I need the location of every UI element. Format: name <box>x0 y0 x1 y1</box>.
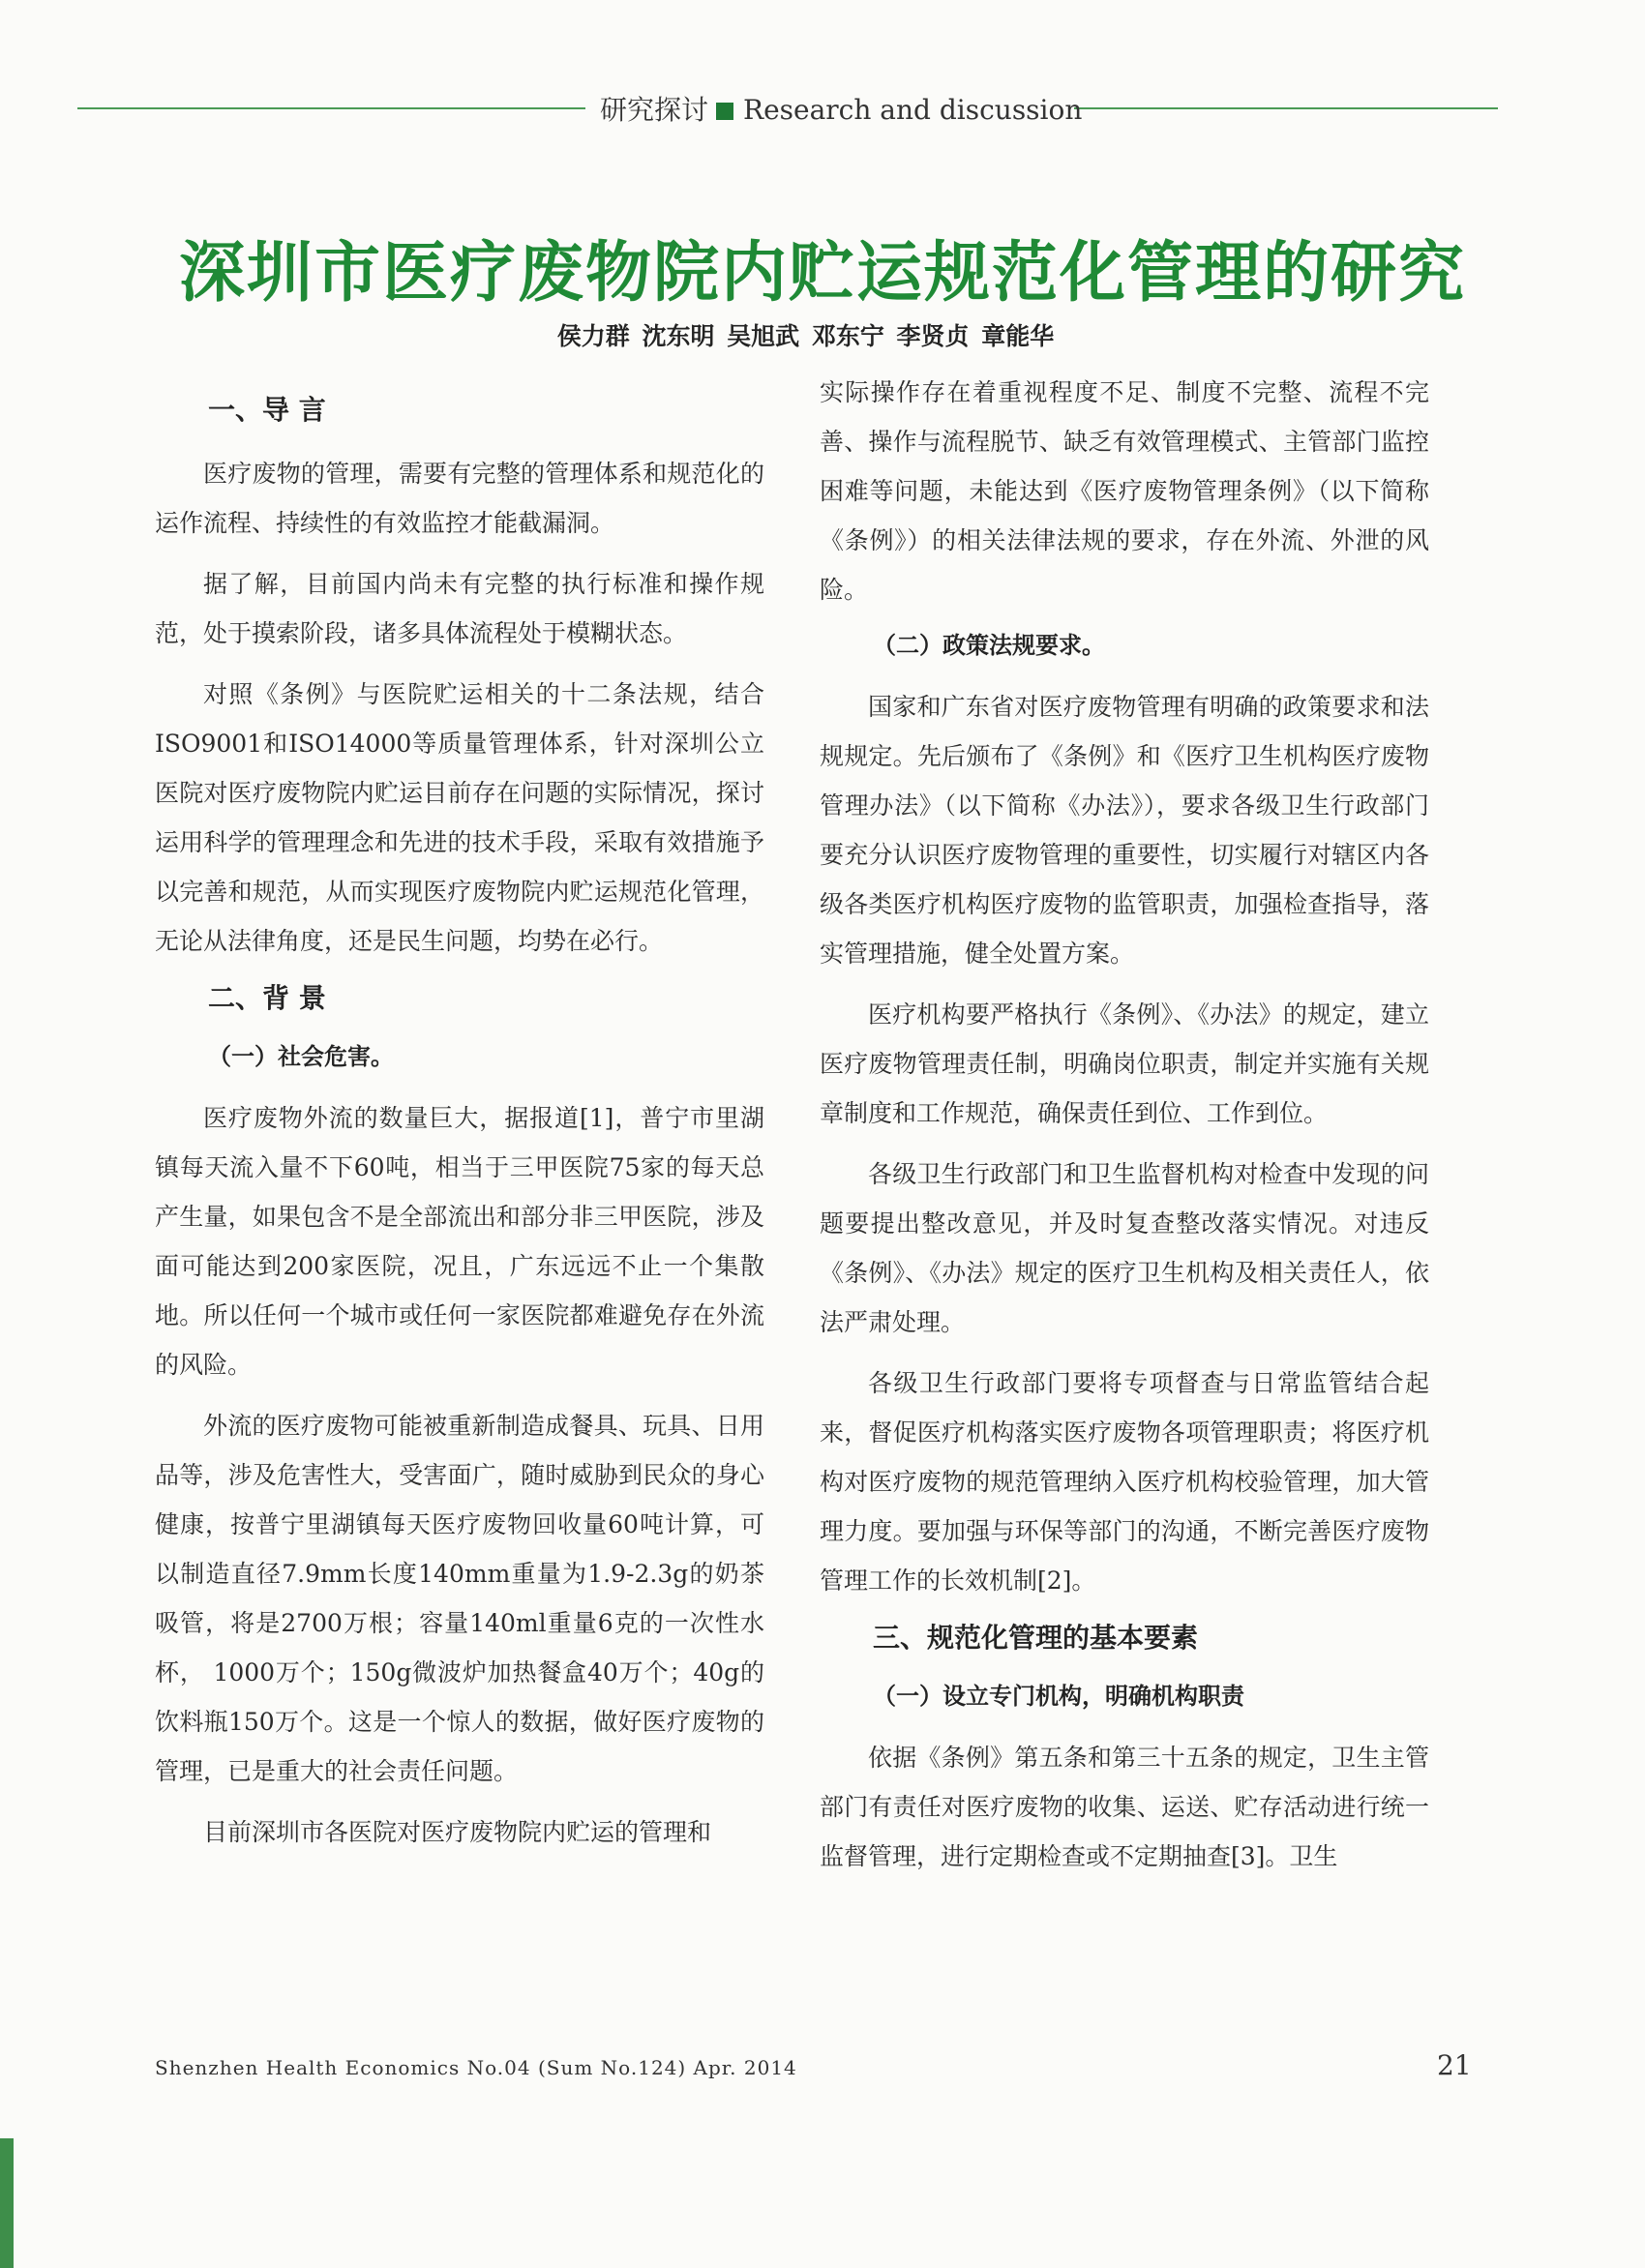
paragraph: 各级卫生行政部门和卫生监督机构对检查中发现的问题要提出整改意见，并及时复查整改落实情况。对违反《条例》、《办法》规定的医疗卫生机构及相关责任人，依法严肃处理。 <box>820 1160 1429 1336</box>
subsection-heading-institution: （一）设立专门机构，明确机构职责 <box>873 1683 1244 1710</box>
right-column <box>820 368 1429 1893</box>
section-heading-elements: 三、规范化管理的基本要素 <box>873 1622 1199 1654</box>
paragraph: 医疗机构要严格执行《条例》、《办法》的规定，建立医疗废物管理责任制，明确岗位职责，制定并实施有关规章制度和工作规范，确保责任到位、工作到位。 <box>820 1000 1429 1127</box>
paragraph: 依据《条例》第五条和第三十五条的规定，卫生主管部门有责任对医疗废物的收集、运送、贮存活动进行统一监督管理，进行定期检查或不定期抽查[3]。卫生 <box>820 1744 1429 1870</box>
paragraph: 实际操作存在着重视程度不足、制度不完整、流程不完善、操作与流程脱节、缺乏有效管理模式、主管部门监控困难等问题，未能达到《医疗废物管理条例》（以下简称《条例》）的相关法律法规的要求，存在外流、外泄的风险。 <box>820 378 1429 604</box>
section-label-cn: 研究探讨 <box>600 94 709 126</box>
header-rule-left <box>77 107 585 109</box>
subsection-heading-policy: （二）政策法规要求。 <box>873 632 1105 659</box>
paragraph: 各级卫生行政部门要将专项督查与日常监管结合起来，督促医疗机构落实医疗废物各项管理职责；将医疗机构对医疗废物的规范管理纳入医疗机构校验管理，加大管理力度。要加强与环保等部门的沟通，不断完善医疗废物管理工作的长效机制[2]。 <box>820 1369 1429 1595</box>
section-heading-intro: 一、导 言 <box>208 394 326 426</box>
paragraph: 外流的医疗废物可能被重新制造成餐具、玩具、日用品等，涉及危害性大，受害面广，随时威胁到民众的身心健康，按普宁里湖镇每天医疗废物回收量60吨计算，可以制造直径7.9mm长度140mm重量为1.9-2.3g的奶茶吸管，将是2700万根；容量140ml重量6克的一次性水杯， 1000万个；150g微波炉加热餐盒40万个；40g的饮料瓶150万个。这是一个惊人的数据，做好医疗废物的管理，已是重大的社会责任问题。 <box>155 1412 764 1785</box>
left-column <box>155 377 764 1868</box>
paragraph: 对照《条例》与医院贮运相关的十二条法规，结合ISO9001和ISO14000等质量管理体系，针对深圳公立医院对医疗废物院内贮运目前存在问题的实际情况，探讨运用科学的管理理念和先进的技术手段，采取有效措施予以完善和规范，从而实现医疗废物院内贮运规范化管理，无论从法律角度，还是民生问题，均势在必行。 <box>155 680 764 955</box>
paragraph: 国家和广东省对医疗废物管理有明确的政策要求和法规规定。先后颁布了《条例》和《医疗卫生机构医疗废物管理办法》（以下简称《办法》），要求各级卫生行政部门要充分认识医疗废物管理的重要性，切实履行对辖区内各级各类医疗机构医疗废物的监管职责，加强检查指导，落实管理措施，健全处置方案。 <box>820 693 1429 968</box>
section-heading-background: 二、背 景 <box>208 982 326 1014</box>
page-number: 21 <box>1437 2049 1472 2081</box>
green-square-icon <box>716 103 733 120</box>
paragraph: 目前深圳市各医院对医疗废物院内贮运的管理和 <box>203 1818 712 1846</box>
subsection-heading-social-harm: （一）社会危害。 <box>208 1043 394 1070</box>
header-rule-right <box>1074 107 1498 109</box>
journal-citation: Shenzhen Health Economics No.04 (Sum No.124) Apr. 2014 <box>155 2056 797 2079</box>
section-label-en: Research and discussion <box>743 94 1083 126</box>
author-list: 侯力群 沈东明 吴旭武 邓东宁 李贤贞 章能华 <box>556 322 1055 350</box>
edge-color-bar <box>0 2138 14 2268</box>
paragraph: 医疗废物的管理，需要有完整的管理体系和规范化的运作流程、持续性的有效监控才能截漏洞。 <box>155 460 764 537</box>
article-title: 深圳市医疗废物院内贮运规范化管理的研究 <box>178 235 1466 312</box>
paragraph: 医疗废物外流的数量巨大，据报道[1]，普宁市里湖镇每天流入量不下60吨，相当于三甲医院75家的每天总产生量，如果包含不是全部流出和部分非三甲医院，涉及面可能达到200家医院，况且，广东远远不止一个集散地。所以任何一个城市或任何一家医院都难避免存在外流的风险。 <box>155 1104 764 1379</box>
paragraph: 据了解，目前国内尚未有完整的执行标准和操作规范，处于摸索阶段，诸多具体流程处于模糊状态。 <box>155 570 764 647</box>
section-header <box>600 89 1082 128</box>
